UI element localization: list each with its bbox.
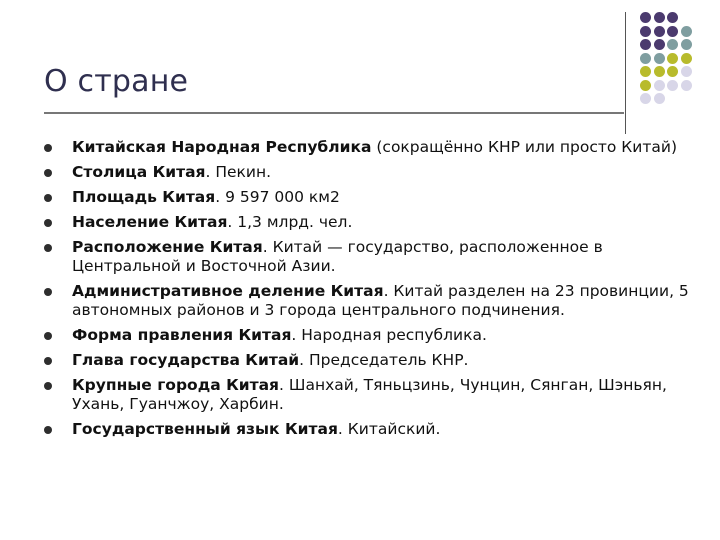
list-item [44,238,694,276]
list-item [44,326,694,345]
decor-dot [667,66,678,77]
decor-dot [681,26,692,37]
decor-dot [654,39,665,50]
item-label: Государственный язык Китая [72,420,338,438]
bullet-list [44,138,694,445]
item-label: Столица Китая [72,163,206,181]
list-item [44,351,694,370]
bullet-icon [44,357,52,365]
decor-dot [640,93,651,104]
item-text: . Китай — государство, расположенное в Центральной и Восточной Азии. [72,238,603,275]
item-text: . Народная республика. [291,326,487,344]
decor-dot [640,39,651,50]
decor-dot [654,53,665,64]
list-item [44,282,694,320]
decor-dot [640,12,651,23]
decor-dot-grid [640,12,716,108]
list-item [44,138,694,157]
item-text: . Пекин. [205,163,272,181]
item-label: Крупные города Китая [72,376,280,394]
item-text: (сокращённо КНР или просто Китай) [371,138,678,156]
decor-dot [654,26,665,37]
decor-dot [667,53,678,64]
slide-title: О стране [44,64,189,99]
decor-dot [654,12,665,23]
item-label: Площадь Китая [72,188,216,206]
item-text: . Председатель КНР. [299,351,469,369]
item-text: . 9 597 000 км2 [215,188,340,206]
list-item [44,163,694,182]
decor-dot [667,12,678,23]
item-label: Расположение Китая [72,238,263,256]
list-item [44,213,694,232]
item-text: . Шанхай, Тяньцзинь, Чунцин, Сянган, Шэньян, Ухань, Гуанчжоу, Харбин. [72,376,667,413]
decor-dot [640,66,651,77]
title-underline [44,112,624,114]
bullet-icon [44,288,52,296]
decor-dot [640,80,651,91]
decor-dot [667,26,678,37]
decor-dot [681,53,692,64]
item-text: . 1,3 млрд. чел. [227,213,353,231]
bullet-icon [44,169,52,177]
decor-dot [681,66,692,77]
item-label: Глава государства Китай [72,351,300,369]
bullet-icon [44,244,52,252]
item-label: Население Китая [72,213,228,231]
list-item [44,376,694,414]
decor-dot [654,66,665,77]
item-label: Форма правления Китая [72,326,292,344]
decor-dot [654,93,665,104]
list-item [44,188,694,207]
bullet-icon [44,219,52,227]
bullet-icon [44,332,52,340]
list-item [44,420,694,439]
item-text: . Китайский. [337,420,441,438]
bullet-icon [44,194,52,202]
decor-vertical-line [625,12,626,134]
bullet-icon [44,426,52,434]
bullet-icon [44,382,52,390]
decor-dot [640,26,651,37]
item-label: Китайская Народная Республика [72,138,372,156]
decor-dot [667,80,678,91]
bullet-icon [44,144,52,152]
decor-dot [654,80,665,91]
decor-dot [667,39,678,50]
item-text: . Китай разделен на 23 провинции, 5 автономных районов и 3 города центрального подчинения. [72,282,689,319]
decor-dot [681,39,692,50]
decor-dot [640,53,651,64]
decor-dot [681,80,692,91]
item-label: Административное деление Китая [72,282,384,300]
